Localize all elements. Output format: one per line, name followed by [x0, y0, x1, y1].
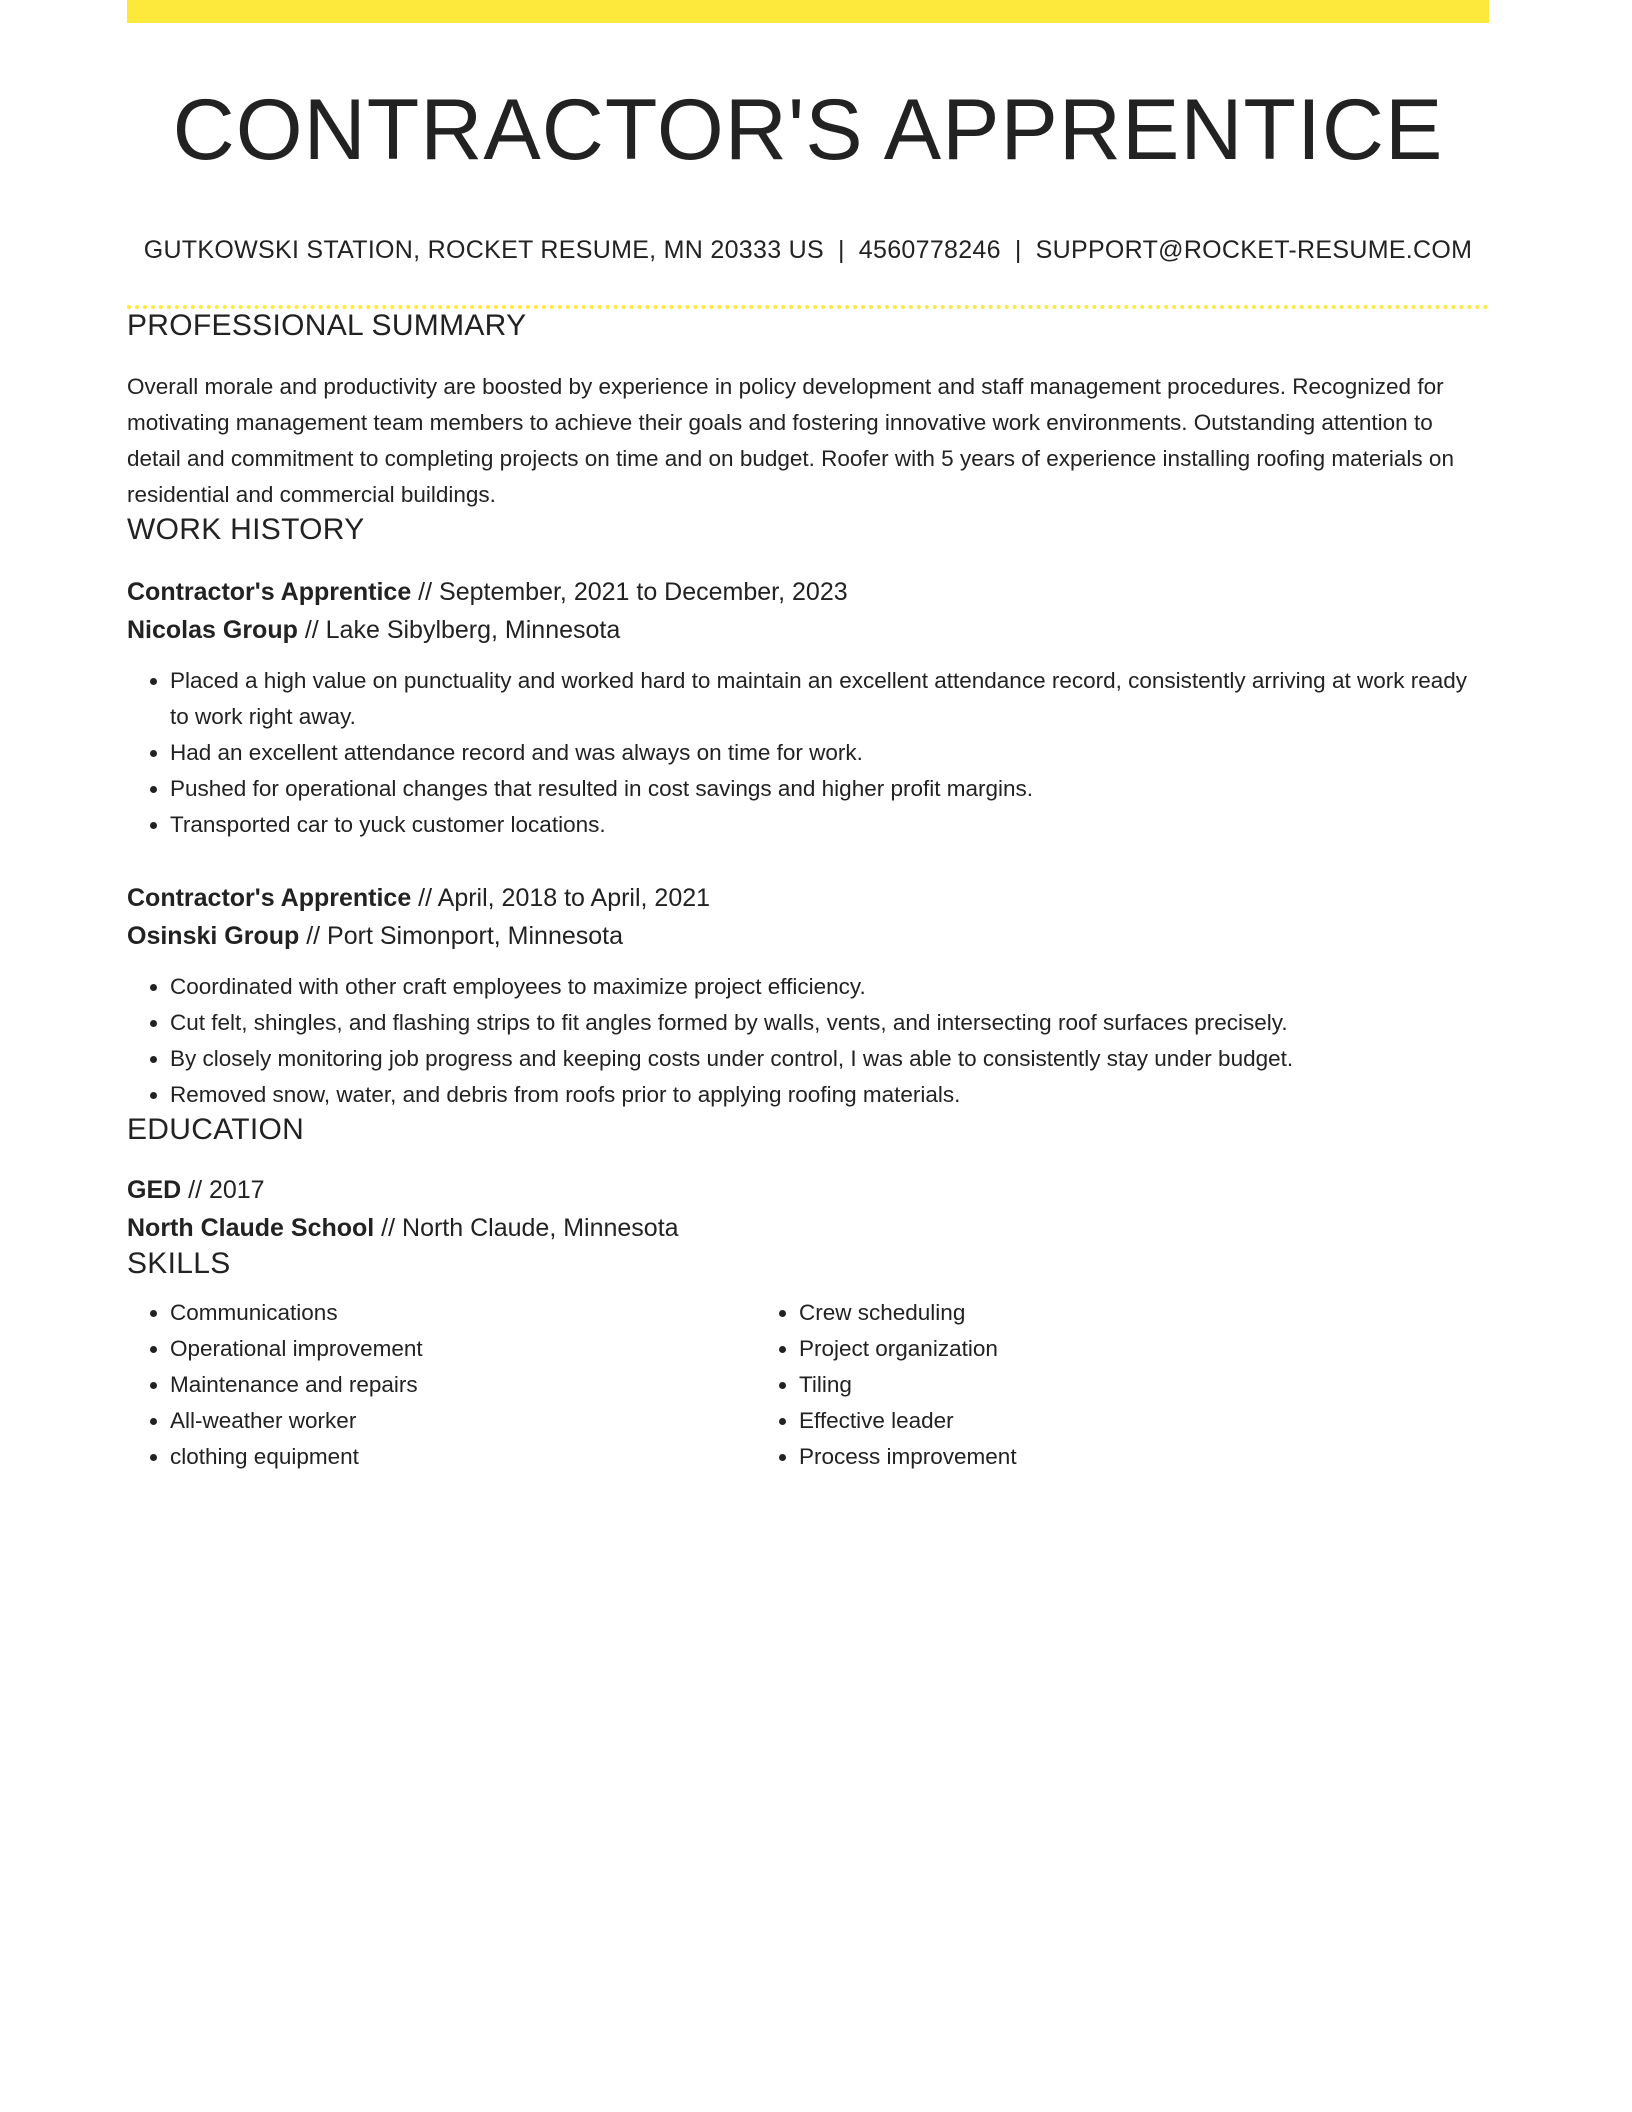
skills-columns [127, 1295, 1489, 1475]
skill-item: • Tiling [799, 1367, 1385, 1403]
job-bullets [127, 969, 1489, 1113]
education-school-line [127, 1209, 1489, 1247]
accent-top-bar [127, 0, 1489, 23]
contact-separator: | [1014, 235, 1022, 264]
skills-list-right [756, 1295, 1385, 1475]
resume-name-title: CONTRACTOR'S APPRENTICE [172, 82, 1444, 178]
job-position: Contractor's Apprentice [127, 577, 412, 606]
skill-item: • Project organization [799, 1331, 1385, 1367]
work-history-heading: WORK HISTORY [127, 512, 365, 546]
skills-heading: SKILLS [127, 1246, 231, 1280]
job-company-line [127, 917, 1489, 955]
skill-item: • clothing equipment [170, 1439, 756, 1475]
contact-address: GUTKOWSKI STATION, ROCKET RESUME, MN 20333 US [143, 235, 824, 264]
job-bullet: • Removed snow, water, and debris from roofs prior to applying roofing materials. [170, 1077, 1489, 1113]
contact-line [127, 236, 1489, 265]
skills-list-left [127, 1295, 756, 1475]
education-degree-line [127, 1171, 1489, 1209]
job-entry [127, 879, 1489, 1113]
job-bullet: • Pushed for operational changes that resulted in cost savings and higher profit margins. [170, 771, 1489, 807]
skill-item: • Operational improvement [170, 1331, 756, 1367]
skill-item: • Communications [170, 1295, 756, 1331]
skill-item: • Process improvement [799, 1439, 1385, 1475]
skill-item: • Effective leader [799, 1403, 1385, 1439]
job-company: Osinski Group [127, 921, 300, 950]
job-entry [127, 573, 1489, 843]
skill-item: • All-weather worker [170, 1403, 756, 1439]
education-school: North Claude School [127, 1213, 375, 1242]
contact-phone: 4560778246 [858, 235, 1001, 264]
job-bullet: • Cut felt, shingles, and flashing strips to fit angles formed by walls, vents, and intersecting roof surfaces precisely. [170, 1005, 1489, 1041]
job-bullet: • Placed a high value on punctuality and worked hard to maintain an excellent attendance record, consistently arriving at work ready to work right away. [170, 663, 1489, 735]
job-company-line [127, 611, 1489, 649]
job-bullets [127, 663, 1489, 843]
education-heading: EDUCATION [127, 1112, 305, 1146]
job-title-line [127, 573, 1489, 611]
skill-item: • Crew scheduling [799, 1295, 1385, 1331]
education-year: // 2017 [181, 1175, 265, 1204]
job-title-line [127, 879, 1489, 917]
job-dates: // September, 2021 to December, 2023 [411, 577, 848, 606]
education-location: // North Claude, Minnesota [374, 1213, 679, 1242]
education-degree: GED [127, 1175, 182, 1204]
contact-email: SUPPORT@ROCKET-RESUME.COM [1035, 235, 1473, 264]
job-bullet: • Transported car to yuck customer locations. [170, 807, 1489, 843]
job-location: // Port Simonport, Minnesota [299, 921, 624, 950]
job-company: Nicolas Group [127, 615, 298, 644]
skill-item: • Maintenance and repairs [170, 1367, 756, 1403]
job-bullet: • Coordinated with other craft employees to maximize project efficiency. [170, 969, 1489, 1005]
resume-page [127, 0, 1489, 1475]
job-bullet: • Had an excellent attendance record and was always on time for work. [170, 735, 1489, 771]
job-position: Contractor's Apprentice [127, 883, 412, 912]
job-location: // Lake Sibylberg, Minnesota [297, 615, 621, 644]
job-dates: // April, 2018 to April, 2021 [411, 883, 711, 912]
education-entry [127, 1171, 1489, 1247]
summary-text: Overall morale and productivity are boosted by experience in policy development and staff management procedures. Recognized for motivating management team members to achieve their goals and fostering innovative work environments. Outstanding attention to detail and commitment to completing projects on time and on budget. Roofer with 5 years of experience installing roofing materials on residential and commercial buildings. [127, 373, 1454, 507]
job-bullet: • By closely monitoring job progress and keeping costs under control, I was able to consistently stay under budget. [170, 1041, 1489, 1077]
summary-heading: PROFESSIONAL SUMMARY [127, 308, 527, 342]
contact-separator: | [838, 235, 845, 264]
